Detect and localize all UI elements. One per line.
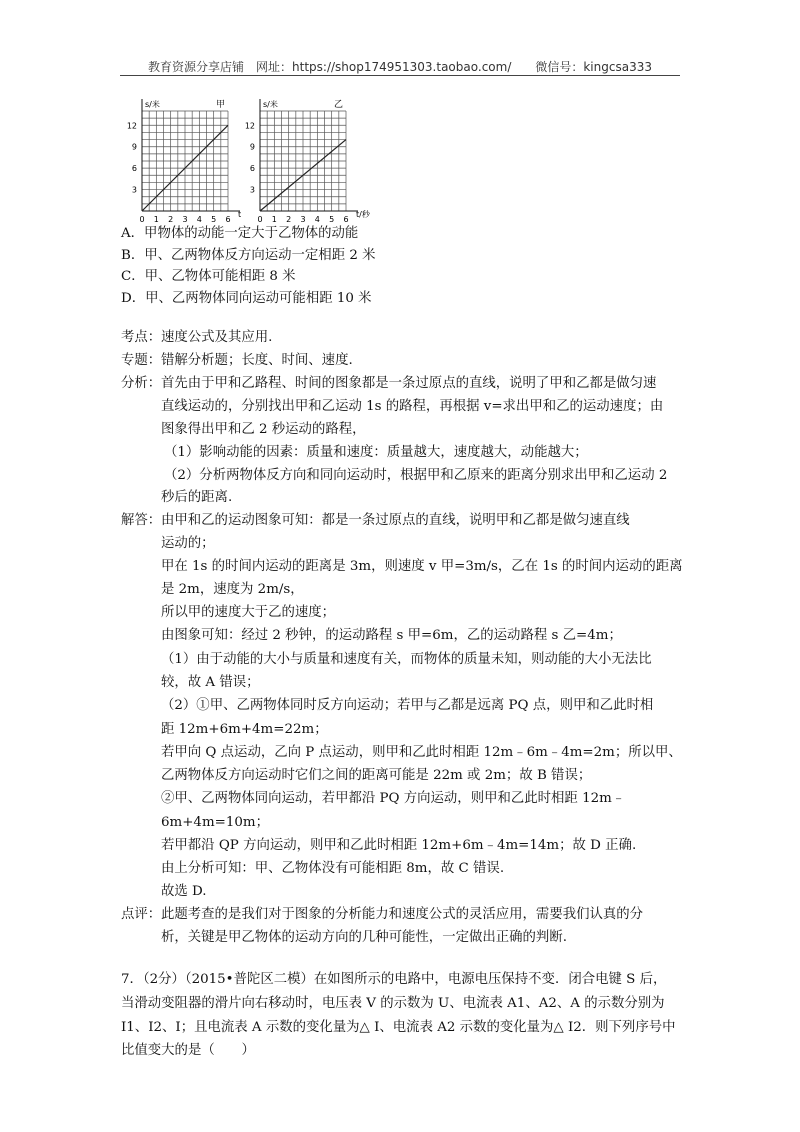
y-axis-label: s/米 [263, 100, 278, 109]
option-d: D．甲、乙两物体同向运动可能相距 10 米 [121, 290, 372, 306]
x-axis-label: t/秒 [356, 210, 370, 219]
x-tick-label: 4 [196, 215, 202, 224]
x-tick-label: 1 [271, 215, 277, 224]
fenxi-line: 秒后的距离. [161, 490, 233, 505]
jieda-line: 乙两物体反方向运动时它们之间的距离可能是 22m 或 2m；故 B 错误； [161, 768, 592, 783]
jieda-line: 是 2m，速度为 2m/s， [161, 582, 304, 597]
question7-line: I1、I2、I；且电流表 A 示数的变化量为△ I、电流表 A2 示数的变化量为△ I2．则下列序号中 [121, 1020, 676, 1035]
y-tick-label: 6 [249, 164, 255, 174]
x-tick-label: 5 [329, 215, 335, 224]
dianping-line: 此题考查的是我们对于图象的分析能力和速度公式的灵活应用，需要我们认真的分 [161, 907, 644, 922]
jieda-line: 由图象可知：经过 2 秒钟，的运动路程 s 甲=6m，乙的运动路程 s 乙=4m； [161, 628, 622, 643]
jieda-line: 若甲向 Q 点运动，乙向 P 点运动，则甲和乙此时相距 12m﹣6m﹣4m=2m；所以甲、 [161, 745, 682, 760]
x-tick-label: 1 [153, 215, 159, 224]
graph-tag: 乙 [334, 100, 344, 110]
y-tick-label: 9 [249, 142, 255, 152]
fenxi-line: （2）分析两物体反方向和同向运动时，根据甲和乙原来的距离分别求出甲和乙运动 2 [164, 468, 668, 483]
zhuanti-text: 错解分析题；长度、时间、速度. [161, 353, 353, 368]
jieda-line: ②甲、乙两物体同向运动，若甲都沿 PQ 方向运动，则甲和乙此时相距 12m﹣ [161, 791, 626, 806]
jieda-line: 由甲和乙的运动图象可知：都是一条过原点的直线，说明甲和乙都是做匀速直线 [161, 513, 630, 528]
x-axis-label: t [238, 210, 242, 219]
jieda-line: 若甲都沿 QP 方向运动，则甲和乙此时相距 12m+6m﹣4m=14m；故 D 正确. [161, 838, 637, 853]
jieda-label: 解答： [121, 513, 162, 528]
page-header: 教育资源分享店铺 网址：https://shop174951303.taobao.com/ 微信号：kingcsa333 [148, 60, 652, 74]
fenxi-label: 分析： [121, 376, 162, 391]
header-divider [120, 75, 680, 76]
option-c: C．甲、乙物体可能相距 8 米 [121, 269, 296, 284]
jieda-line: 较，故 A 错误； [161, 675, 260, 690]
jieda-line: （2）①甲、乙两物体同时反方向运动；若甲与乙都是远离 PQ 点，则甲和乙此时相 [161, 698, 654, 713]
y-tick-label: 6 [131, 164, 137, 174]
graph-jia [127, 99, 241, 224]
zhuanti-label: 专题： [121, 353, 162, 368]
fenxi-line: 首先由于甲和乙路程、时间的图象都是一条过原点的直线，说明了甲和乙都是做匀速 [161, 376, 657, 391]
x-tick-label: 5 [211, 215, 217, 224]
y-tick-label: 12 [244, 121, 255, 131]
y-axis-label: s/米 [145, 100, 160, 109]
option-b: B．甲、乙两物体反方向运动一定相距 2 米 [121, 247, 376, 263]
fenxi-line: （1）影响动能的因素：质量和速度：质量越大，速度越大，动能越大； [164, 445, 588, 460]
jieda-line: 由上分析可知：甲、乙物体没有可能相距 8m，故 C 错误. [161, 861, 505, 876]
motion-graphs [120, 96, 370, 224]
jieda-line: （1）由于动能的大小与质量和速度有关，而物体的质量未知，则动能的大小无法比 [161, 652, 652, 667]
jieda-line: 甲在 1s 的时间内运动的距离是 3m，则速度 v 甲=3m/s，乙在 1s 的时间内运动的距离 [161, 559, 683, 574]
kaodian-text: 速度公式及其应用. [161, 330, 273, 345]
graph-yi [245, 99, 371, 224]
jieda-line: 距 12m+6m+4m=22m； [161, 722, 328, 737]
jieda-line: 6m+4m=10m； [161, 815, 270, 830]
question7-line: 当滑动变阻器的滑片向右移动时，电压表 V 的示数为 U、电流表 A1、A2、A 的示数分别为 [121, 996, 665, 1011]
option-a: A．甲物体的动能一定大于乙物体的动能 [121, 226, 359, 241]
graph-tag: 甲 [216, 100, 226, 110]
jieda-line: 故选 D. [161, 884, 207, 899]
y-tick-label: 3 [131, 185, 137, 195]
question7-line: 比值变大的是（ ） [121, 1043, 255, 1058]
x-tick-label: 3 [182, 215, 188, 224]
x-tick-label: 0 [257, 215, 263, 224]
x-tick-label: 6 [343, 215, 349, 224]
question7-line: 7．（2分）（2015•普陀区二模）在如图所示的电路中，电源电压保持不变．闭合电键 S 后， [121, 972, 667, 987]
fenxi-line: 直线运动的，分别找出甲和乙运动 1s 的路程，再根据 v=求出甲和乙的运动速度；由 [161, 399, 664, 414]
y-tick-label: 3 [249, 185, 255, 195]
y-tick-label: 12 [126, 121, 137, 131]
dianping-label: 点评： [121, 907, 162, 922]
x-tick-label: 0 [139, 215, 145, 224]
jieda-line: 所以甲的速度大于乙的速度； [161, 605, 336, 620]
y-tick-label: 9 [131, 142, 137, 152]
x-tick-label: 4 [314, 215, 320, 224]
jieda-line: 运动的； [161, 536, 215, 551]
x-tick-label: 3 [300, 215, 306, 224]
kaodian-label: 考点： [121, 330, 162, 345]
x-tick-label: 2 [168, 215, 174, 224]
fenxi-line: 图象得出甲和乙 2 秒运动的路程， [161, 422, 366, 437]
x-tick-label: 6 [225, 215, 231, 224]
dianping-line: 析，关键是甲乙物体的运动方向的几种可能性，一定做出正确的判断. [161, 930, 567, 945]
x-tick-label: 2 [286, 215, 292, 224]
